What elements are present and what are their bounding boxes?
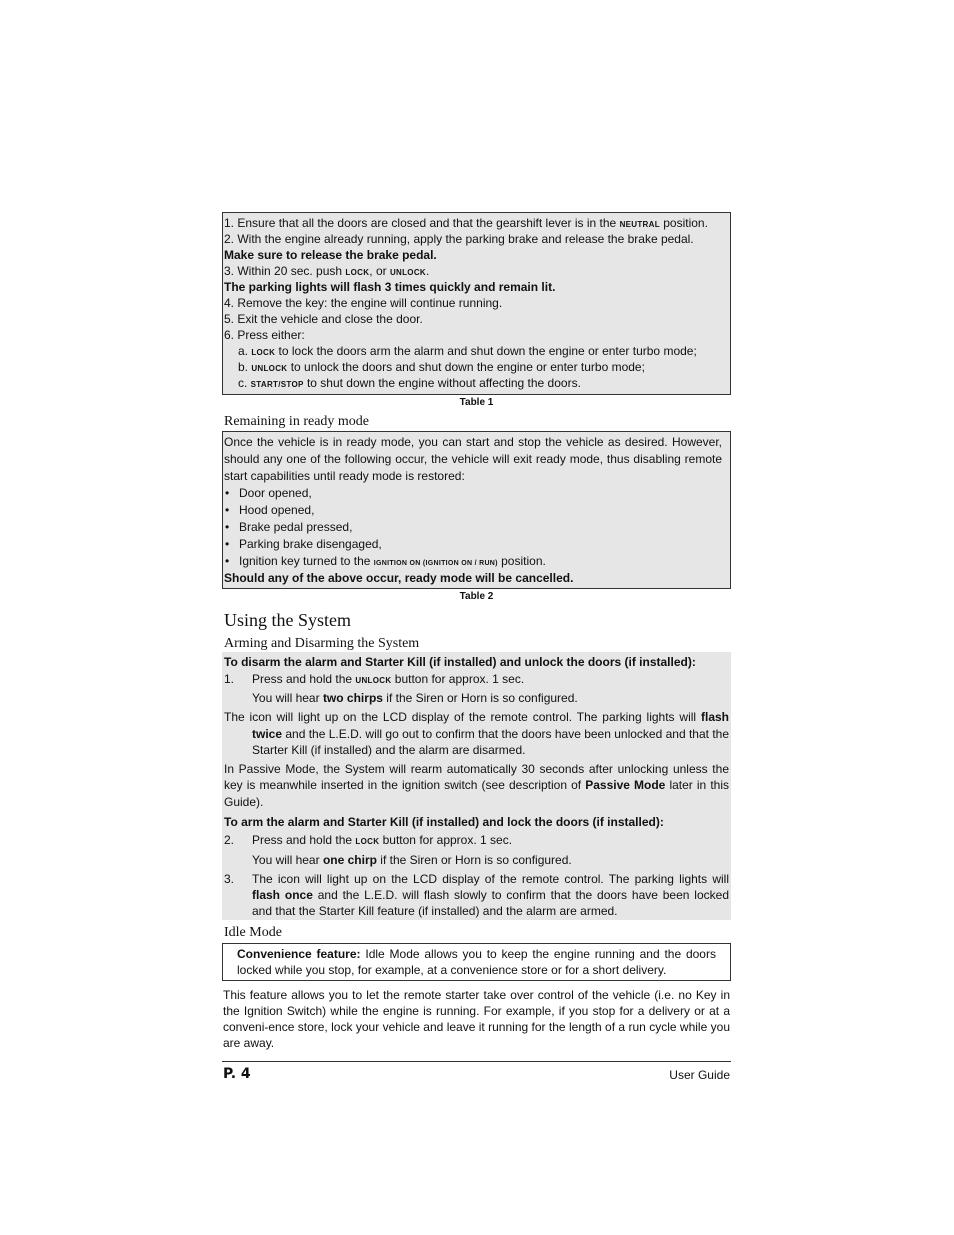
arm-step-2 (224, 832, 729, 852)
text: The icon will light up on the LCD display of the remote control. The parking lights will (252, 872, 729, 886)
disarm-step-1-chirps (224, 690, 729, 709)
text: You will hear (252, 691, 323, 705)
text: Press and hold the (252, 672, 356, 686)
bullet-icon: • (225, 520, 230, 534)
step-6: 6. Press either: (224, 328, 305, 342)
note-brake: Make sure to release the brake pedal. (224, 248, 437, 262)
key-label: UNLOCK (389, 268, 426, 277)
step-5: 5. Exit the vehicle and close the door. (224, 312, 423, 326)
key-label: UNLOCK (355, 676, 392, 685)
text: flash twice (252, 710, 729, 741)
bullet-icon: • (225, 554, 230, 568)
text: flash once (252, 888, 313, 902)
text: button for approx. 1 sec. (379, 833, 513, 847)
text: position. (497, 554, 546, 568)
text: two chirps (322, 691, 383, 705)
convenience-box (222, 943, 731, 981)
text: to shut down the engine without affecting the doors. (303, 376, 581, 390)
option-c (224, 375, 722, 391)
arm-heading: To arm the alarm and Starter Kill (if installed) and lock the doors (if installed): (224, 815, 664, 829)
text: Idle Mode allows you to keep the engine running and the doors locked while you stop, for example, at a convenience store or for a short delivery. (237, 947, 716, 977)
ready-cancel-note: Should any of the above occur, ready mode will be cancelled. (224, 571, 574, 585)
text: and the L.E.D. will flash slowly to confirm that the doors have been locked and that the Starter Kill feature (if installed) and the alarm are armed. (252, 888, 729, 918)
bullet-icon: • (225, 503, 230, 517)
step-number: 1. (224, 672, 235, 686)
text: 1. Ensure that all the doors are closed and that the gearshift lever is in the (224, 216, 620, 230)
text: if the Siren or Horn is so configured. (376, 853, 572, 867)
key-label: NEUTRAL (619, 220, 660, 229)
bullet-item (224, 502, 722, 519)
disarm-step-1 (224, 671, 729, 690)
step-number: 2. (224, 833, 235, 847)
text: Passive Mode (585, 778, 666, 792)
text: In Passive Mode, the System will rearm automatically 30 seconds after unlocking unless the key is meanwhile inserted in the ignition switch (see description of (224, 761, 729, 792)
option-b (224, 359, 722, 375)
text: Brake pedal pressed, (239, 520, 353, 534)
text: one chirp (322, 853, 377, 867)
arm-step-3 (224, 871, 729, 919)
text: You will hear (252, 853, 323, 867)
text: Hood opened, (239, 503, 315, 517)
key-label: LOCK (345, 268, 370, 277)
step-1 (224, 215, 722, 231)
text: . (425, 264, 430, 278)
passive-mode-text (224, 761, 729, 811)
bullet-item (224, 519, 722, 536)
ready-intro: Once the vehicle is in ready mode, you can start and stop the vehicle as desired. However, should any one of the following occur, the vehicle will exit ready mode, thus disabling remote start capabilities until ready mode is restored: (224, 435, 722, 483)
idle-mode-heading: Idle Mode (224, 925, 282, 940)
text: b. (238, 360, 252, 374)
text: c. (238, 376, 251, 390)
text: button for approx. 1 sec. (391, 672, 525, 686)
text: to lock the doors arm the alarm and shut down the engine or enter turbo mode; (275, 344, 697, 358)
arm-step-2-chirp (224, 852, 729, 871)
key-label: LOCK (251, 348, 276, 357)
step-4: 4. Remove the key: the engine will continue running. (224, 296, 503, 310)
guide-title: User Guide (669, 1068, 730, 1082)
text: to unlock the doors and shut down the engine or enter turbo mode; (287, 360, 645, 374)
text: Ignition key turned to the (239, 554, 374, 568)
option-a (224, 343, 722, 359)
step-3 (224, 263, 722, 279)
key-label: UNLOCK (251, 364, 288, 373)
table-1-caption: Table 1 (459, 397, 494, 408)
disarm-heading: To disarm the alarm and Starter Kill (if installed) and unlock the doors (if installed): (224, 655, 696, 669)
subsection-title: Arming and Disarming the System (224, 636, 420, 651)
text: later in this Guide). (224, 778, 730, 809)
page-number: P. 4 (223, 1066, 251, 1082)
step-2: 2. With the engine already running, apply the parking brake and release the brake pedal. (224, 232, 694, 246)
text: , or (369, 264, 390, 278)
text: Parking brake disengaged, (239, 537, 382, 551)
page-content (222, 212, 731, 1082)
text: Convenience feature: (237, 947, 361, 961)
key-label: IGNITION ON (IGNITION ON / RUN) (373, 560, 498, 567)
table-2-caption: Table 2 (459, 591, 494, 602)
note-parking-lights: The parking lights will flash 3 times quickly and remain lit. (224, 280, 556, 294)
text: The icon will light up on the LCD display of the remote control. The parking lights will (224, 710, 701, 724)
bullet-item (224, 553, 722, 570)
bullet-item (224, 536, 722, 553)
text: Press and hold the (252, 833, 356, 847)
step-number: 3. (224, 872, 235, 886)
ready-mode-heading: Remaining in ready mode (224, 414, 370, 429)
bullet-item (224, 485, 722, 502)
text: a. (238, 344, 252, 358)
table-1 (222, 212, 731, 395)
table-2 (222, 431, 731, 589)
text: 3. Within 20 sec. push (224, 264, 346, 278)
text: Door opened, (239, 486, 312, 500)
idle-body: This feature allows you to let the remote starter take over control of the vehicle (i.e. no Key in the Ignition Switch) while the engine is running. For example, if you stop for a delivery or at a conveni-ence store, lock your vehicle and leave it running for the length of a run cycle while you are away. (223, 988, 730, 1050)
text: position. (659, 216, 708, 230)
disarm-icon-text (224, 709, 729, 759)
bullet-icon: • (225, 537, 230, 551)
section-title: Using the System (224, 610, 352, 630)
key-label: LOCK (355, 837, 380, 846)
bullet-icon: • (225, 486, 230, 500)
page-footer (222, 1061, 731, 1082)
text: and the L.E.D. will go out to confirm that the doors have been unlocked and that the Starter Kill (if installed) and the alarm are disarmed. (252, 726, 729, 757)
text: if the Siren or Horn is so configured. (382, 691, 578, 705)
arming-procedure (222, 652, 731, 920)
key-label: START/STOP (250, 380, 304, 389)
